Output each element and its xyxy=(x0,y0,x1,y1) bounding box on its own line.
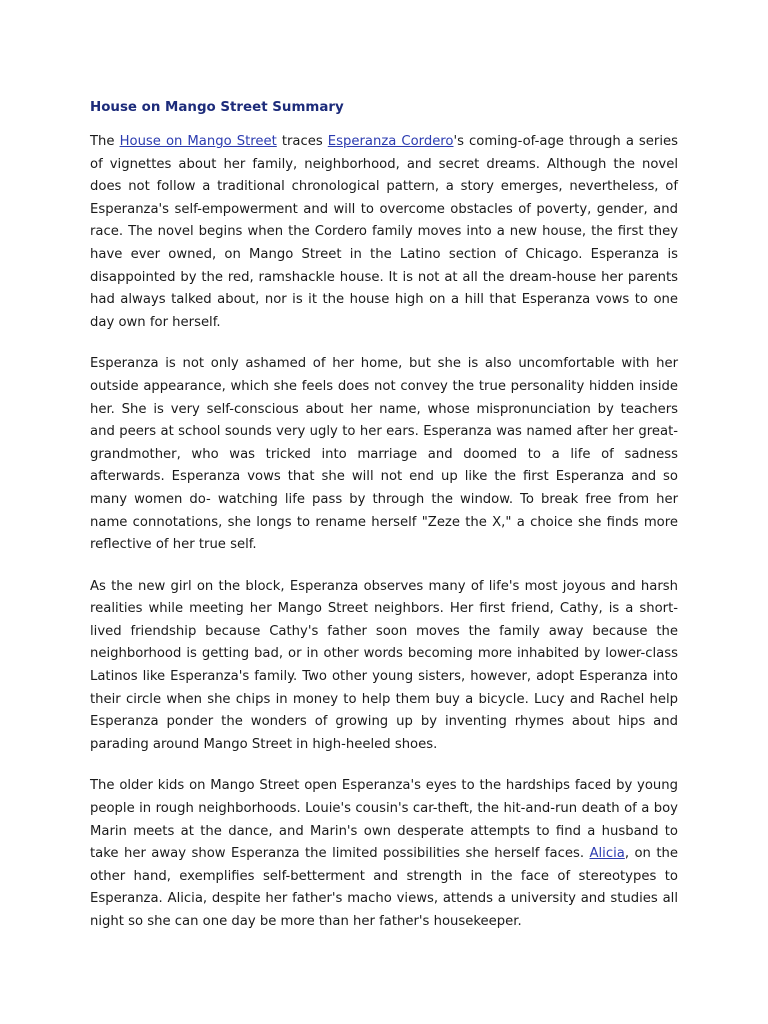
page-title: House on Mango Street Summary xyxy=(90,100,344,115)
paragraph-3: As the new girl on the block, Esperanza observes many of life's most joyous and harsh realities while meeting her Mango Street neighbors. Her first friend, Cathy, is a short-lived friendship because Cathy's father soon moves the family away because the neighborhood is getting bad, or in other words becoming more inhabited by lower-class Latinos like Esperanza's family. Two other young sisters, however, adopt Esperanza into their circle when she chips in money to help them buy a bicycle. Lucy and Rachel help Esperanza ponder the wonders of growing up by inventing rhymes about hips and parading around Mango Street in high-heeled shoes. xyxy=(90,578,678,752)
paragraph-1 xyxy=(90,131,678,334)
paragraph-1-text-a: The xyxy=(90,134,120,149)
paragraph-4-text-a: The older kids on Mango Street open Esperanza's eyes to the hardships faced by young people in rough neighborhoods. Louie's cousin's car-theft, the hit-and-run death of a boy Marin meets at the dance, and Marin's own desperate attempts to find a husband to take her away show Esperanza the limited possibilities she herself faces. xyxy=(90,778,678,862)
paragraph-1-text-c: 's coming-of-age through a series of vignettes about her family, neighborhood, and secret dreams. Although the novel does not follow a traditional chronological pattern, a story emerges, nevertheless, of Esperanza's self-empowerment and will to overcome obstacles of poverty, gender, and race. The novel begins when the Cordero family moves into a new house, the first they have ever owned, on Mango Street in the Latino section of Chicago. Esperanza is disappointed by the red, ramshackle house. It is not at all the dream-house her parents had always talked about, nor is it the house high on a hill that Esperanza vows to one day own for herself. xyxy=(90,134,678,330)
paragraph-1-text-b: traces xyxy=(276,134,328,149)
paragraph-2: Esperanza is not only ashamed of her home, but she is also uncomfortable with her outside appearance, which she feels does not convey the true personality hidden inside her. She is very self-conscious about her name, whose mispronunciation by teachers and peers at school sounds very ugly to her ears. Esperanza was named after her great- grandmother, who was tricked into marriage and doomed to a life of sadness afterwards. Esperanza vows that she will not end up like the first Esperanza and so many women do- watching life pass by through the window. To break free from her name connotations, she longs to rename herself "Zeze the X," a choice she finds more reflective of her true self. xyxy=(90,356,678,553)
paragraph-4-text-b: , on the other hand, exemplifies self-betterment and strength in the face of stereotypes to Esperanza. Alicia, despite her father's macho views, attends a university and studies all night so she can one day be more than her father's housekeeper. xyxy=(90,846,678,929)
esperanza-cordero-link[interactable]: Esperanza Cordero xyxy=(327,134,454,149)
alicia-link[interactable]: Alicia xyxy=(589,846,625,862)
document-page xyxy=(90,99,678,934)
paragraph-4 xyxy=(90,775,678,933)
house-on-mango-street-link[interactable]: House on Mango Street xyxy=(119,134,277,149)
